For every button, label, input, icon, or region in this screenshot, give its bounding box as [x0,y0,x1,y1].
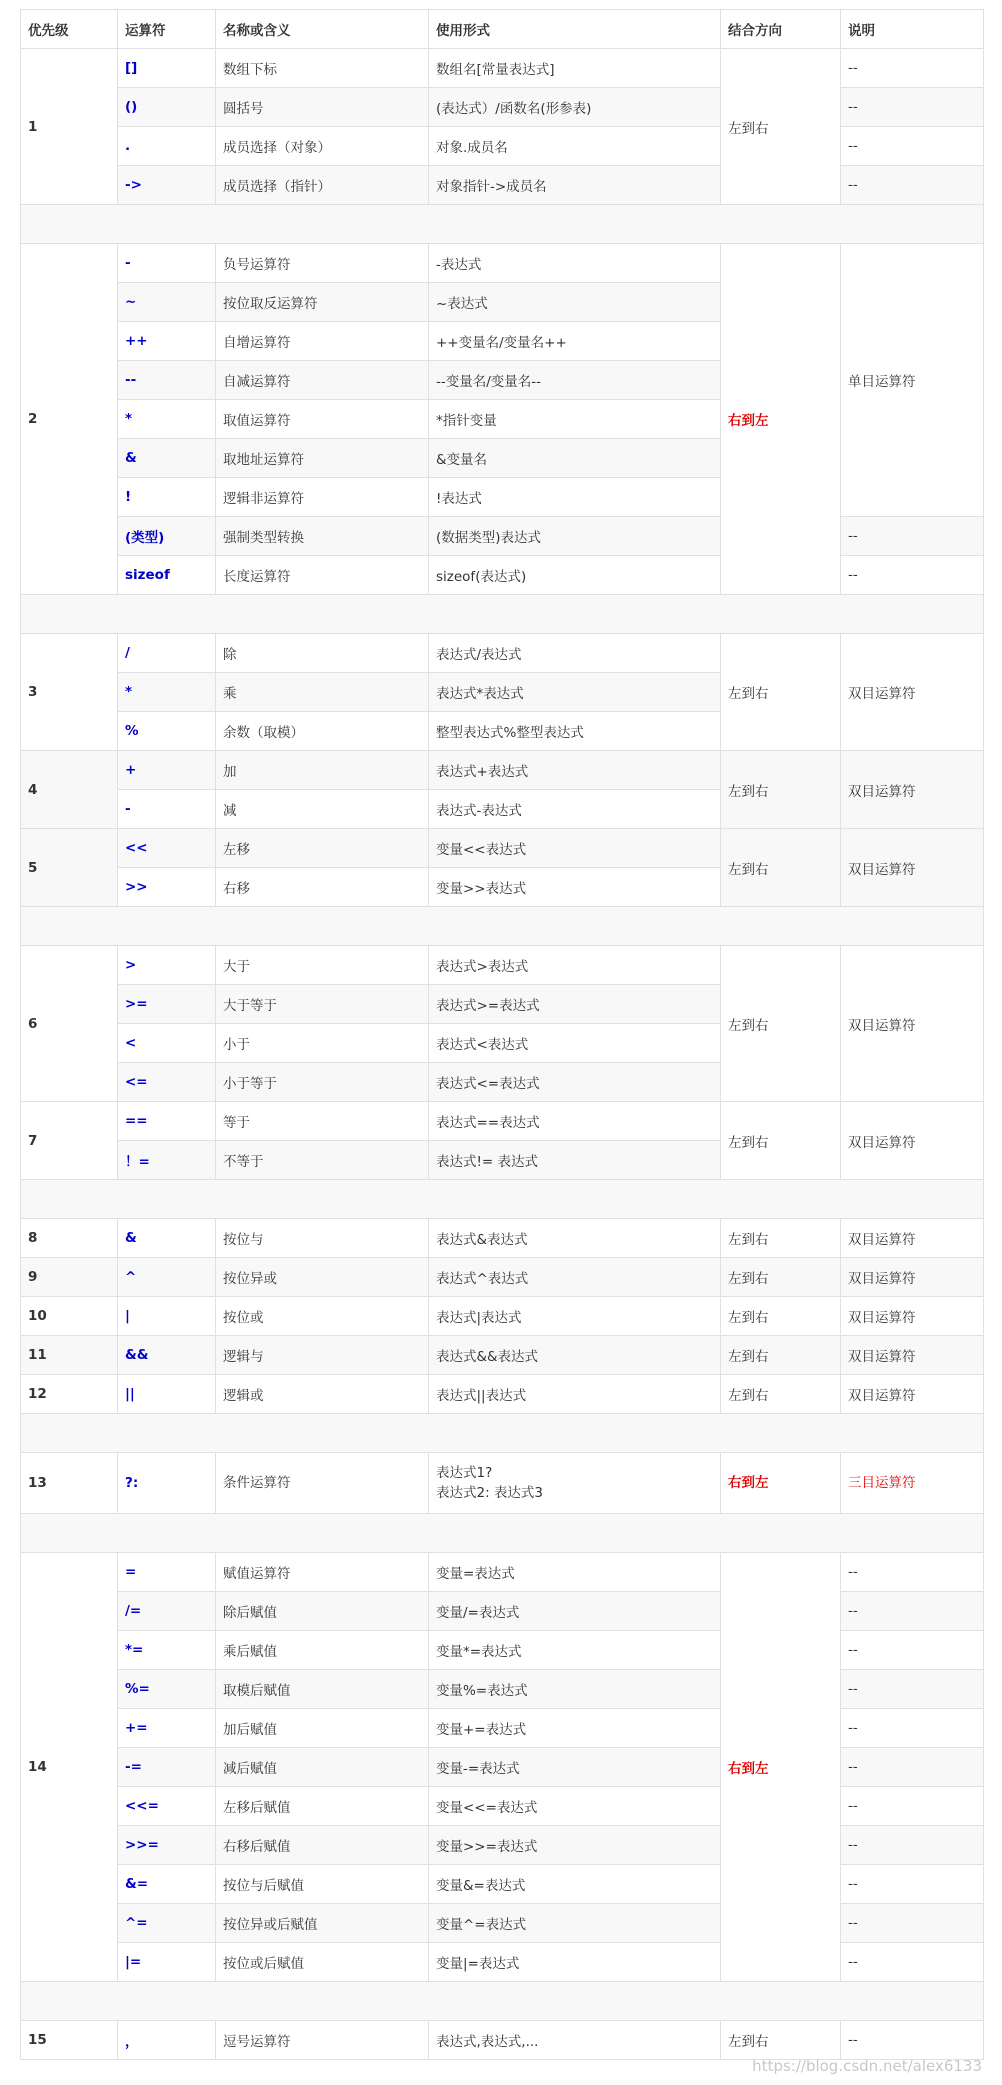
associativity-cell: 左到右 [721,1375,841,1414]
usage-cell: 数组名[常量表达式] [429,49,721,88]
name-cell: 不等于 [216,1141,429,1180]
usage-cell: 表达式||表达式 [429,1375,721,1414]
notes-cell: -- [841,166,984,205]
name-cell: 除后赋值 [216,1592,429,1631]
header-name: 名称或含义 [216,10,429,49]
group-separator [21,1982,984,2021]
group-separator-row [21,1514,984,1553]
group-separator-row [21,205,984,244]
name-cell: 取模后赋值 [216,1670,429,1709]
usage-cell: 表达式*表达式 [429,673,721,712]
header-row [21,10,984,49]
name-cell: 大于 [216,946,429,985]
operator-cell: && [118,1336,216,1375]
operator-cell: - [118,244,216,283]
notes-cell: 双目运算符 [841,1375,984,1414]
usage-cell: *指针变量 [429,400,721,439]
usage-cell: 变量^=表达式 [429,1904,721,1943]
group-separator [21,205,984,244]
operator-cell: << [118,829,216,868]
group-separator [21,1514,984,1553]
associativity-cell: 左到右 [721,1219,841,1258]
operator-cell: %= [118,1670,216,1709]
operator-cell: (类型) [118,517,216,556]
name-cell: 等于 [216,1102,429,1141]
notes-cell: -- [841,127,984,166]
table-row [21,829,984,868]
name-cell: 除 [216,634,429,673]
table-row [21,1102,984,1141]
operator-cell: ++ [118,322,216,361]
notes-cell: -- [841,88,984,127]
usage-cell: 变量&=表达式 [429,1865,721,1904]
header-associativity: 结合方向 [721,10,841,49]
group-separator-row [21,1414,984,1453]
notes-cell: 双目运算符 [841,1102,984,1180]
operator-cell: ！= [118,1141,216,1180]
associativity-cell: 左到右 [721,2021,841,2060]
notes-cell: -- [841,1865,984,1904]
table-body [21,49,984,2060]
usage-cell: (表达式）/函数名(形参表) [429,88,721,127]
notes-cell: 双目运算符 [841,1258,984,1297]
watermark: https://blog.csdn.net/alex6133 [752,2057,982,2075]
operator-cell: [] [118,49,216,88]
usage-cell: 表达式>=表达式 [429,985,721,1024]
notes-cell: -- [841,1943,984,1982]
notes-cell: 双目运算符 [841,1336,984,1375]
priority-cell: 7 [21,1102,118,1180]
operator-cell: & [118,439,216,478]
name-cell: 左移 [216,829,429,868]
priority-cell: 8 [21,1219,118,1258]
name-cell: 取值运算符 [216,400,429,439]
operator-cell: ?: [118,1453,216,1514]
usage-cell: 表达式==表达式 [429,1102,721,1141]
header-operator: 运算符 [118,10,216,49]
name-cell: 乘 [216,673,429,712]
group-separator [21,907,984,946]
group-separator-row [21,1180,984,1219]
usage-cell: --变量名/变量名-- [429,361,721,400]
usage-cell: 表达式<=表达式 [429,1063,721,1102]
name-cell: 加 [216,751,429,790]
priority-cell: 5 [21,829,118,907]
notes-cell: 双目运算符 [841,751,984,829]
notes-cell: 双目运算符 [841,829,984,907]
table-row [21,751,984,790]
name-cell: 余数（取模） [216,712,429,751]
group-separator-row [21,907,984,946]
operator-cell: sizeof [118,556,216,595]
notes-cell: 双目运算符 [841,946,984,1102]
associativity-cell: 左到右 [721,946,841,1102]
name-cell: 乘后赋值 [216,1631,429,1670]
associativity-cell: 左到右 [721,634,841,751]
notes-cell: 双目运算符 [841,1297,984,1336]
name-cell: 左移后赋值 [216,1787,429,1826]
priority-cell: 10 [21,1297,118,1336]
priority-cell: 13 [21,1453,118,1514]
associativity-cell: 左到右 [721,1297,841,1336]
usage-cell: &变量名 [429,439,721,478]
table-row [21,1219,984,1258]
associativity-cell: 左到右 [721,1336,841,1375]
operator-cell: += [118,1709,216,1748]
name-cell: 右移后赋值 [216,1826,429,1865]
operator-cell: ~ [118,283,216,322]
priority-cell: 15 [21,2021,118,2060]
notes-cell: -- [841,1748,984,1787]
operator-cell: ， [118,2021,216,2060]
usage-cell: 变量<<表达式 [429,829,721,868]
operator-cell: >> [118,868,216,907]
operator-cell: -- [118,361,216,400]
usage-cell: (数据类型)表达式 [429,517,721,556]
usage-cell: 表达式|表达式 [429,1297,721,1336]
priority-cell: 6 [21,946,118,1102]
group-separator [21,1180,984,1219]
notes-cell: 三目运算符 [841,1453,984,1514]
usage-cell: ++变量名/变量名++ [429,322,721,361]
usage-cell: 变量=表达式 [429,1553,721,1592]
associativity-cell: 右到左 [721,244,841,595]
usage-cell: 对象指针->成员名 [429,166,721,205]
usage-cell: 变量>>表达式 [429,868,721,907]
operator-cell: == [118,1102,216,1141]
operator-cell: ! [118,478,216,517]
usage-cell: 表达式,表达式,... [429,2021,721,2060]
name-cell: 按位异或 [216,1258,429,1297]
name-cell: 长度运算符 [216,556,429,595]
operator-cell: >= [118,985,216,1024]
header-usage: 使用形式 [429,10,721,49]
notes-cell: -- [841,1787,984,1826]
usage-cell: 整型表达式%整型表达式 [429,712,721,751]
notes-cell: -- [841,1592,984,1631]
name-cell: 成员选择（指针） [216,166,429,205]
associativity-cell: 左到右 [721,1102,841,1180]
operator-cell: -= [118,1748,216,1787]
notes-cell: -- [841,1709,984,1748]
operator-cell: / [118,634,216,673]
usage-line: 表达式2: 表达式3 [436,1485,544,1501]
priority-cell: 14 [21,1553,118,1982]
usage-cell: 表达式!= 表达式 [429,1141,721,1180]
associativity-cell: 右到左 [721,1453,841,1514]
name-cell: 成员选择（对象） [216,127,429,166]
operator-cell: /= [118,1592,216,1631]
table-row [21,1336,984,1375]
usage-cell: 表达式+表达式 [429,751,721,790]
usage-cell: 表达式<表达式 [429,1024,721,1063]
operator-precedence-table [20,9,984,2060]
operator-cell: |= [118,1943,216,1982]
usage-cell: 变量%=表达式 [429,1670,721,1709]
group-separator [21,1414,984,1453]
operator-cell: % [118,712,216,751]
operator-cell: + [118,751,216,790]
header-priority: 优先级 [21,10,118,49]
notes-cell: -- [841,1904,984,1943]
group-separator-row [21,595,984,634]
name-cell: 逗号运算符 [216,2021,429,2060]
table-row [21,1258,984,1297]
associativity-cell: 左到右 [721,49,841,205]
name-cell: 按位与后赋值 [216,1865,429,1904]
usage-cell: 变量|=表达式 [429,1943,721,1982]
name-cell: 减后赋值 [216,1748,429,1787]
usage-cell: !表达式 [429,478,721,517]
usage-cell: ~表达式 [429,283,721,322]
usage-cell: -表达式 [429,244,721,283]
name-cell: 强制类型转换 [216,517,429,556]
table-row [21,1297,984,1336]
operator-cell: * [118,673,216,712]
usage-line: 表达式1? [436,1465,493,1481]
usage-cell: 表达式>表达式 [429,946,721,985]
priority-cell: 3 [21,634,118,751]
usage-cell: 变量+=表达式 [429,1709,721,1748]
usage-cell: 变量>>=表达式 [429,1826,721,1865]
operator-cell: ^ [118,1258,216,1297]
notes-cell: -- [841,49,984,88]
usage-cell: 变量<<=表达式 [429,1787,721,1826]
operator-cell: & [118,1219,216,1258]
name-cell: 按位或 [216,1297,429,1336]
table-row [21,2021,984,2060]
priority-cell: 2 [21,244,118,595]
usage-cell: 变量*=表达式 [429,1631,721,1670]
notes-cell: -- [841,1631,984,1670]
operator-cell: <= [118,1063,216,1102]
group-separator-row [21,1982,984,2021]
usage-cell [429,1453,721,1514]
group-separator [21,595,984,634]
notes-cell: -- [841,517,984,556]
table-row [21,1375,984,1414]
name-cell: 按位或后赋值 [216,1943,429,1982]
usage-cell: 表达式&表达式 [429,1219,721,1258]
priority-cell: 1 [21,49,118,205]
name-cell: 条件运算符 [216,1453,429,1514]
operator-cell: > [118,946,216,985]
table-row [21,1553,984,1592]
operator-cell: <<= [118,1787,216,1826]
name-cell: 右移 [216,868,429,907]
name-cell: 逻辑非运算符 [216,478,429,517]
usage-cell: 表达式-表达式 [429,790,721,829]
associativity-cell: 左到右 [721,829,841,907]
name-cell: 小于等于 [216,1063,429,1102]
name-cell: 逻辑或 [216,1375,429,1414]
notes-cell: -- [841,1826,984,1865]
name-cell: 圆括号 [216,88,429,127]
usage-cell: 表达式/表达式 [429,634,721,673]
name-cell: 按位异或后赋值 [216,1904,429,1943]
table-row [21,1453,984,1514]
name-cell: 负号运算符 [216,244,429,283]
operator-cell: || [118,1375,216,1414]
usage-cell: 表达式^表达式 [429,1258,721,1297]
associativity-cell: 右到左 [721,1553,841,1982]
priority-cell: 11 [21,1336,118,1375]
operator-cell: ^= [118,1904,216,1943]
usage-cell: sizeof(表达式) [429,556,721,595]
name-cell: 减 [216,790,429,829]
operator-cell: * [118,400,216,439]
name-cell: 按位取反运算符 [216,283,429,322]
table-row [21,49,984,88]
usage-cell: 对象.成员名 [429,127,721,166]
name-cell: 大于等于 [216,985,429,1024]
table-header [21,10,984,49]
notes-cell: 双目运算符 [841,634,984,751]
notes-cell: 单目运算符 [841,244,984,517]
operator-cell: >>= [118,1826,216,1865]
name-cell: 赋值运算符 [216,1553,429,1592]
notes-cell: 双目运算符 [841,1219,984,1258]
notes-cell: -- [841,1553,984,1592]
operator-cell: < [118,1024,216,1063]
operator-cell: () [118,88,216,127]
associativity-cell: 左到右 [721,1258,841,1297]
operator-cell: . [118,127,216,166]
usage-cell: 变量/=表达式 [429,1592,721,1631]
operator-cell: &= [118,1865,216,1904]
table-row [21,244,984,283]
header-notes: 说明 [841,10,984,49]
priority-cell: 9 [21,1258,118,1297]
name-cell: 按位与 [216,1219,429,1258]
table-row [21,634,984,673]
operator-cell: = [118,1553,216,1592]
page-content [20,9,983,2060]
table-row [21,946,984,985]
name-cell: 取地址运算符 [216,439,429,478]
name-cell: 加后赋值 [216,1709,429,1748]
associativity-cell: 左到右 [721,751,841,829]
usage-cell: 表达式&&表达式 [429,1336,721,1375]
notes-cell: -- [841,2021,984,2060]
notes-cell: -- [841,556,984,595]
operator-cell: -> [118,166,216,205]
operator-cell: - [118,790,216,829]
name-cell: 小于 [216,1024,429,1063]
operator-cell: | [118,1297,216,1336]
usage-cell: 变量-=表达式 [429,1748,721,1787]
operator-cell: *= [118,1631,216,1670]
name-cell: 自减运算符 [216,361,429,400]
priority-cell: 4 [21,751,118,829]
name-cell: 逻辑与 [216,1336,429,1375]
priority-cell: 12 [21,1375,118,1414]
name-cell: 自增运算符 [216,322,429,361]
name-cell: 数组下标 [216,49,429,88]
notes-cell: -- [841,1670,984,1709]
